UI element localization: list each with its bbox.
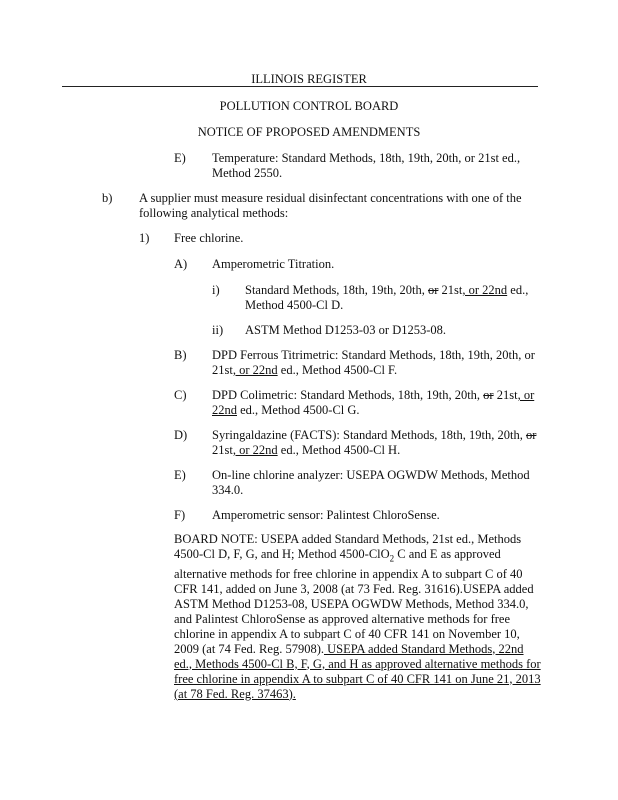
item-C-text-a: DPD Colimetric: Standard Methods, 18th, 19th, 20th,	[212, 388, 484, 402]
item-C-insert-2: 22nd	[212, 403, 237, 417]
item-marker-C: C)	[174, 388, 187, 402]
item-C-line2	[212, 403, 360, 418]
note-line-5: ASTM Method D1253-08, USEPA OGWDW Methods, Method 334.0,	[174, 596, 529, 611]
item-marker-E: E)	[174, 468, 186, 482]
note-line-8-a: 2009 (at 74 Fed. Reg. 57908).	[174, 641, 324, 656]
item-marker-D: D)	[174, 428, 188, 442]
item-b-line1: A supplier must measure residual disinfectant concentrations with one of the	[139, 191, 522, 205]
item-D-text-a: Syringaldazine (FACTS): Standard Methods, 18th, 19th, 20th,	[212, 428, 526, 442]
note-line-9: ed., Methods 4500-Cl B, F, G, and H as approved alternative methods for	[174, 656, 541, 671]
item-B-insert: , or 22nd	[232, 363, 278, 377]
note-line-8	[174, 642, 541, 657]
item-marker-i: i)	[212, 283, 220, 297]
item-i-line1	[245, 283, 528, 298]
item-C-text-b: 21st	[493, 388, 518, 402]
item-F-text: Amperometric sensor: Palintest ChloroSense.	[212, 508, 440, 522]
item-i-line2: Method 4500-Cl D.	[245, 298, 344, 312]
note-line-2-a: 4500-Cl D, F, G, and H; Method 4500-ClO	[174, 547, 390, 561]
item-marker-A: A)	[174, 257, 188, 271]
item-D-line1	[212, 428, 536, 443]
item-marker-b: b)	[102, 191, 113, 205]
item-e-temp-line1: Temperature: Standard Methods, 18th, 19th, 20th, or 21st ed.,	[212, 151, 521, 165]
item-ii-text: ASTM Method D1253-03 or D1253-08.	[245, 323, 447, 337]
board-title: POLLUTION CONTROL BOARD	[219, 99, 399, 113]
board-note	[174, 532, 541, 702]
item-i-text-b: 21st	[438, 283, 463, 297]
item-B-text-a: 21st	[212, 363, 233, 377]
item-C-line1	[212, 388, 534, 403]
item-marker-e-temp: E)	[174, 151, 186, 165]
item-C-text-c: ed., Method 4500-Cl G.	[237, 403, 360, 417]
item-D-strike: or	[525, 428, 537, 442]
note-line-10: free chlorine in appendix A to subpart C of 40 CFR 141 on June 21, 2013	[174, 671, 541, 686]
note-line-11: (at 78 Fed. Reg. 37463).	[174, 686, 296, 701]
item-B-text-b: ed., Method 4500-Cl F.	[277, 363, 398, 377]
item-marker-1: 1)	[139, 231, 150, 245]
item-marker-ii: ii)	[212, 323, 224, 337]
item-D-text-b: 21st	[212, 443, 233, 457]
note-line-6: and Palintest ChloroSense as approved alternative methods for free	[174, 611, 511, 626]
item-C-strike: or	[483, 388, 494, 402]
item-B-line1: DPD Ferrous Titrimetric: Standard Methods, 18th, 19th, 20th, or	[212, 348, 535, 362]
item-1-text: Free chlorine.	[174, 231, 244, 245]
item-E-line1: On-line chlorine analyzer: USEPA OGWDW Methods, Method	[212, 468, 530, 482]
item-D-text-c: ed., Method 4500-Cl H.	[277, 443, 401, 457]
item-marker-B: B)	[174, 348, 187, 362]
register-title-text: ILLINOIS REGISTER	[251, 72, 367, 86]
item-E-line2: 334.0.	[212, 483, 244, 497]
item-A-text: Amperometric Titration.	[212, 257, 335, 271]
note-line-1: BOARD NOTE: USEPA added Standard Methods, 21st ed., Methods	[174, 532, 522, 546]
item-B-line2	[212, 363, 397, 378]
register-title	[0, 72, 618, 87]
note-line-2	[174, 547, 541, 567]
item-i-text-c: ed.,	[507, 283, 529, 297]
item-e-temp-line2: Method 2550.	[212, 166, 283, 180]
item-marker-F: F)	[174, 508, 186, 522]
header-rule	[62, 86, 538, 87]
item-b-line2: following analytical methods:	[139, 206, 289, 220]
note-line-7: chlorine in appendix A to subpart C of 40 CFR 141 on November 10,	[174, 626, 520, 641]
item-D-line2	[212, 443, 400, 458]
item-i-text-a: Standard Methods, 18th, 19th, 20th,	[245, 283, 428, 297]
notice-title: NOTICE OF PROPOSED AMENDMENTS	[197, 125, 421, 139]
note-line-8-insert: USEPA added Standard Methods, 22nd	[323, 641, 524, 656]
note-line-3: alternative methods for free chlorine in appendix A to subpart C of 40	[174, 566, 523, 581]
note-line-2-sub: 2	[389, 553, 395, 564]
item-i-strike: or	[427, 283, 439, 297]
note-line-4: CFR 141, added on June 3, 2008 (at 73 Fed. Reg. 31616).USEPA added	[174, 581, 534, 596]
note-line-2-b: C and E as approved	[394, 547, 501, 561]
item-D-insert: , or 22nd	[232, 443, 278, 457]
item-i-insert: , or 22nd	[462, 283, 508, 297]
item-C-insert-1: , or	[517, 388, 535, 402]
